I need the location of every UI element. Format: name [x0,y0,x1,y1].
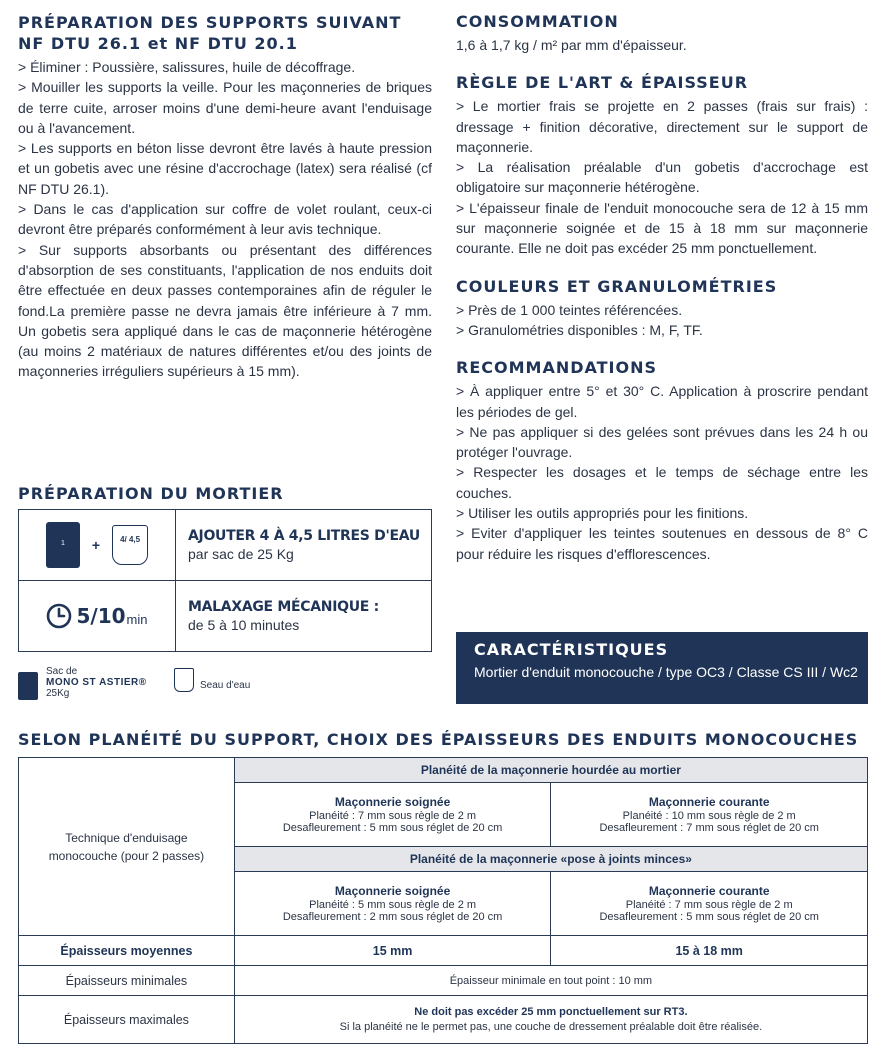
support-paragraph: > Les supports en béton lisse devront être lavés à haute pression et un gobetis avec une résine d'accrochage (latex) sera réalisé (cf NF DTU 26.1). [18,140,432,197]
max-label: Épaisseurs maximales [19,996,235,1044]
regle-paragraph: > La réalisation préalable d'un gobetis d'accrochage est obligatoire sur maçonnerie hétérogène. [456,159,868,196]
mortar-step-mixing [19,580,431,651]
mortar-preparation-section [18,484,432,652]
max-value: Ne doit pas excéder 25 mm ponctuellement sur RT3. Si la planéité ne le permet pas, une couche de dressement préalable doit être réalisée. [234,996,867,1044]
plus-icon: + [91,537,101,553]
support-paragraph: > Éliminer : Poussière, salissures, huile de décoffrage. [18,59,356,75]
reco-paragraph: > Eviter d'appliquer les teintes soutenues en dessous de 8° C pour réduire les risques d'efflorescences. [456,525,868,562]
mortar-step-icons [19,510,176,580]
reco-paragraph: > Respecter les dosages et le temps de séchage entre les couches. [456,464,868,501]
mixing-time-value: 5/10 [76,604,126,628]
clock-icon [46,603,72,629]
consommation-title: CONSOMMATION [456,12,619,31]
mixing-instruction: MALAXAGE MÉCANIQUE : [188,599,379,615]
couleurs-title: COULEURS ET GRANULOMÉTRIES [456,276,778,296]
bucket-icon [174,668,194,692]
legend-bag-line3: 25Kg [46,688,70,699]
b1-soignee-cell: Maçonnerie soignée Planéité : 7 mm sous règle de 2 m Desafleurement : 5 mm sous réglet de 20 cm [234,783,551,847]
technique-label: Technique d'enduisage monocouche (pour 2 passes) [19,758,235,936]
reco-paragraph: > Ne pas appliquer si des gelées sont prévues dans les 24 h ou protéger l'ouvrage. [456,423,868,461]
reco-title: RECOMMANDATIONS [456,358,658,378]
couleurs-paragraph: > Près de 1 000 teintes référencées. [456,301,683,318]
caracteristiques-title: CARACTÉRISTIQUES [474,640,669,659]
water-instruction: AJOUTER 4 À 4,5 LITRES D'EAU [188,528,420,544]
mixing-instruction-detail: de 5 à 10 minutes [188,617,300,633]
caracteristiques-text: Mortier d'enduit monocouche / type OC3 / Classe CS III / Wc2 [474,664,858,680]
mixing-time-unit: min [126,611,148,627]
moy-label: Épaisseurs moyennes [19,936,235,966]
mixing-time [19,581,176,651]
mortar-preparation-title: PRÉPARATION DU MORTIER [18,484,284,503]
support-preparation-section [18,12,432,382]
band-hourdee: Planéité de la maçonnerie hourdée au mortier [234,758,867,783]
band-joints-minces: Planéité de la maçonnerie «pose à joints minces» [234,847,867,872]
b2-courante-cell: Maçonnerie courante Planéité : 7 mm sous règle de 2 m Desafleurement : 5 mm sous réglet de 20 cm [551,872,868,936]
support-paragraph: > Mouiller les supports la veille. Pour les maçonneries de briques de terre cuite, arroser moins d'une demi-heure avant l'enduisage ou à l'avancement. [18,79,432,136]
couleurs-paragraph: > Granulométries disponibles : M, F, TF. [456,321,703,338]
bag-icon [18,672,38,700]
moy-courante: 15 à 18 mm [551,936,868,966]
min-value: Épaisseur minimale en tout point : 10 mm [234,966,867,996]
reco-paragraph: > Utiliser les outils appropriés pour les finitions. [456,505,749,522]
support-paragraph: > Sur supports absorbants ou présentant des différences d'absorption de ses constituants, l'application de nos enduits doit être effectuée en deux passes contemporaines afin de réguler le fond.La première passe ne devra jamais être inférieure à 7 mm. Un gobetis sera appliqué dans le cas de maçonnerie hétérogène (au moins 2 matériaux de natures différentes et/ou des joints de maçonneries irréguliers supérieurs à 15 mm). [18,241,432,380]
mortar-legend [18,664,432,704]
legend-bucket: Seau d'eau [200,680,251,691]
thickness-table [18,757,868,1044]
regle-paragraph: > Le mortier frais se projette en 2 passes (frais sur frais) : dressage + finition décorative, directement sur le support de maçonnerie. [456,98,868,155]
thickness-table-title: SELON PLANÉITÉ DU SUPPORT, CHOIX DES ÉPAISSEURS DES ENDUITS MONOCOUCHES [18,730,859,749]
support-paragraph: > Dans le cas d'application sur coffre de volet roulant, ceux-ci devront être préparés conformément à leur avis technique. [18,201,432,238]
bag-icon: 1 [46,522,80,568]
consommation-text: 1,6 à 1,7 kg / m² par mm d'épaisseur. [456,37,687,53]
bucket-icon: 4/ 4,5 [112,525,148,565]
regle-paragraph: > L'épaisseur finale de l'enduit monocouche sera de 12 à 15 mm sur maçonnerie soignée et de 15 à 18 mm sur maçonnerie courante. Elle ne doit pas excéder 25 mm ponctuellement. [456,199,868,257]
caracteristiques-box [456,632,868,704]
reco-paragraph: > À appliquer entre 5° et 30° C. Application à proscrire pendant les périodes de gel. [456,383,868,420]
mortar-step-water [19,510,431,580]
b2-soignee-cell: Maçonnerie soignée Planéité : 5 mm sous règle de 2 m Desafleurement : 2 mm sous réglet de 20 cm [234,872,551,936]
moy-soignee: 15 mm [234,936,551,966]
b1-courante-cell: Maçonnerie courante Planéité : 10 mm sous règle de 2 m Desafleurement : 7 mm sous réglet de 20 cm [551,783,868,847]
right-column [456,12,868,564]
support-preparation-title: PRÉPARATION DES SUPPORTS SUIVANT NF DTU 26.1 et NF DTU 20.1 [18,13,402,53]
water-instruction-detail: par sac de 25 Kg [188,546,294,562]
legend-bag-line2: MONO ST ASTIER® [46,677,147,688]
min-label: Épaisseurs minimales [19,966,235,996]
regle-title: RÈGLE DE L'ART & ÉPAISSEUR [456,73,749,93]
mortar-steps-table [18,509,432,652]
legend-bag-line1: Sac de [46,666,78,677]
